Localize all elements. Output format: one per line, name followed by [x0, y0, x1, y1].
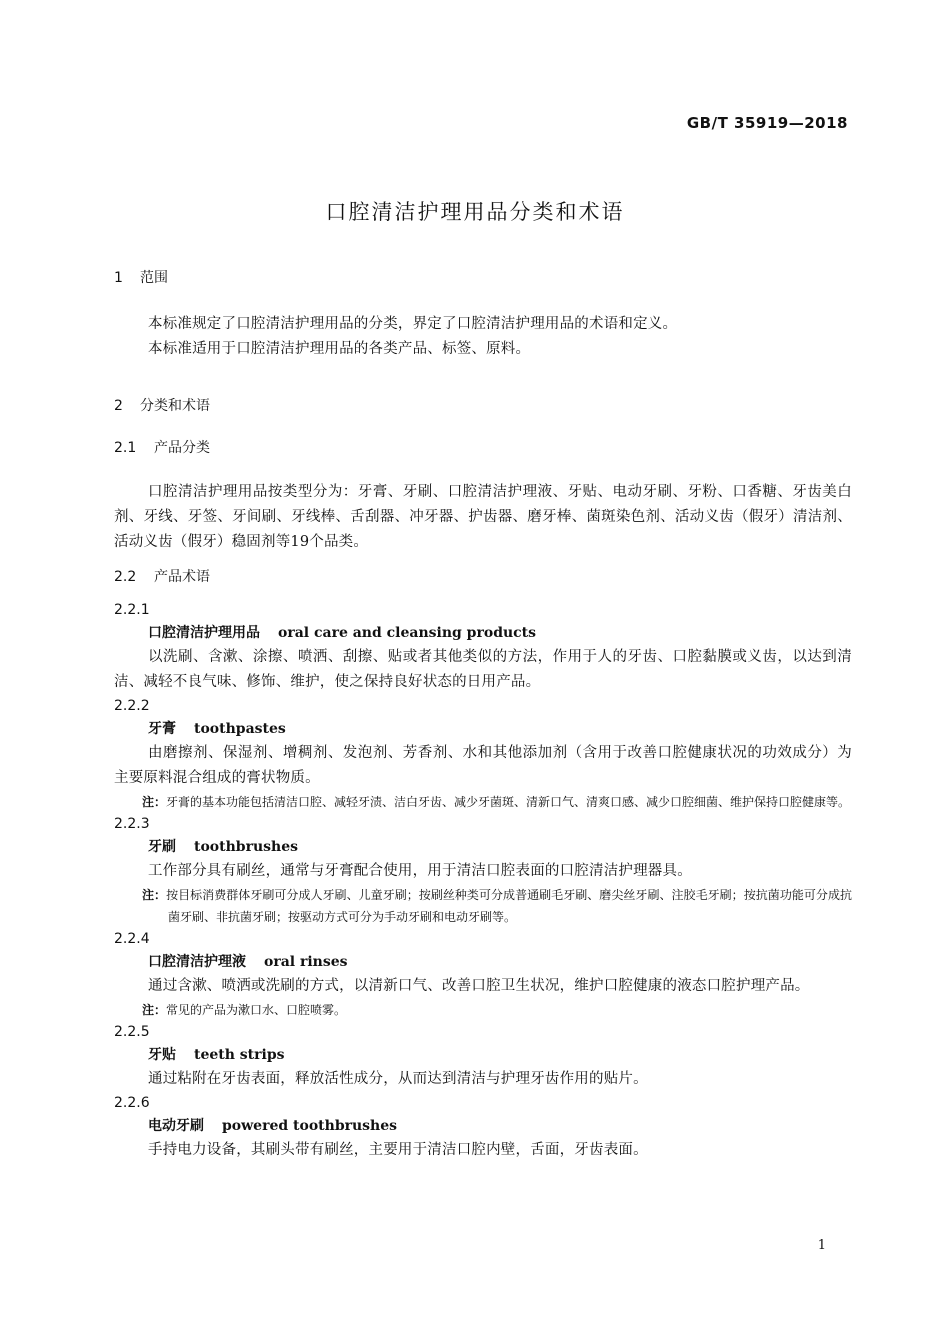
subsection-number: 2.2 [114, 569, 137, 585]
term-english: oral rinses [264, 954, 348, 970]
section-heading [114, 268, 852, 288]
term-chinese: 牙膏 [148, 721, 176, 737]
subsection-heading [114, 567, 852, 587]
term-definition: 通过粘附在牙齿表面，释放活性成分，从而达到清洁与护理牙齿作用的贴片。 [148, 1071, 648, 1087]
term-number: 2.2.3 [114, 816, 150, 832]
term-number: 2.2.4 [114, 931, 150, 947]
section-heading [114, 396, 852, 416]
note-text: 按目标消费群体牙刷可分成人牙刷、儿童牙刷；按刷丝种类可分成普通刷毛牙刷、磨尖丝牙刷、注胶毛牙刷；按抗菌功能可分成抗菌牙刷、非抗菌牙刷；按驱动方式可分为手动牙刷和电动牙刷等。 [166, 888, 852, 924]
term-definition: 通过含漱、喷洒或洗刷的方式，以清新口气、改善口腔卫生状况，维护口腔健康的液态口腔护理产品。 [148, 978, 810, 994]
document-body [114, 268, 852, 1163]
note-label: 注： [142, 795, 167, 809]
section-title: 范围 [140, 270, 168, 286]
term-english: toothbrushes [194, 839, 298, 855]
term-note [114, 791, 852, 813]
term-number: 2.2.5 [114, 1024, 150, 1040]
paragraph: 本标准规定了口腔清洁护理用品的分类，界定了口腔清洁护理用品的术语和定义。 [148, 316, 678, 332]
standard-code: GB/T 35919—2018 [686, 114, 848, 132]
term-heading [114, 950, 852, 974]
term-heading [114, 835, 852, 859]
section-number: 2 [114, 398, 123, 414]
term-definition: 由磨擦剂、保湿剂、增稠剂、发泡剂、芳香剂、水和其他添加剂（含用于改善口腔健康状况的功效成分）为主要原料混合组成的膏状物质。 [114, 745, 852, 786]
note-label: 注： [142, 888, 167, 902]
term-number: 2.2.2 [114, 698, 150, 714]
term-heading [114, 1114, 852, 1138]
term-chinese: 牙贴 [148, 1047, 176, 1063]
note-text: 常见的产品为漱口水、口腔喷雾。 [166, 1003, 347, 1017]
subsection-title: 产品术语 [154, 569, 210, 585]
subsection-heading [114, 438, 852, 458]
term-number: 2.2.1 [114, 602, 150, 618]
paragraph: 口腔清洁护理用品按类型分为：牙膏、牙刷、口腔清洁护理液、牙贴、电动牙刷、牙粉、口香糖、牙齿美白剂、牙线、牙签、牙间刷、牙线棒、舌刮器、冲牙器、护齿器、磨牙棒、菌斑染色剂、活动义齿（假牙）清洁剂、活动义齿（假牙）稳固剂等19个品类。 [114, 484, 852, 550]
term-english: toothpastes [194, 721, 286, 737]
term-definition: 工作部分具有刷丝，通常与牙膏配合使用，用于清洁口腔表面的口腔清洁护理器具。 [148, 863, 692, 879]
term-english: teeth strips [194, 1047, 285, 1063]
term-note [114, 884, 852, 928]
term-definition: 以洗刷、含漱、涂擦、喷洒、刮擦、贴或者其他类似的方法，作用于人的牙齿、口腔黏膜或义齿，以达到清洁、减轻不良气味、修饰、维护，使之保持良好状态的日用产品。 [114, 649, 852, 690]
paragraph: 本标准适用于口腔清洁护理用品的各类产品、标签、原料。 [148, 341, 531, 357]
page-number: 1 [817, 1238, 826, 1253]
subsection-number: 2.1 [114, 440, 137, 456]
document-title: 口腔清洁护理用品分类和术语 [325, 200, 625, 224]
term-chinese: 口腔清洁护理用品 [148, 625, 260, 641]
term-note [114, 999, 852, 1021]
term-english: oral care and cleansing products [278, 625, 537, 641]
term-definition: 手持电力设备，其刷头带有刷丝，主要用于清洁口腔内壁，舌面，牙齿表面。 [148, 1142, 648, 1158]
term-chinese: 口腔清洁护理液 [148, 954, 246, 970]
section-title: 分类和术语 [140, 398, 210, 414]
term-heading [114, 717, 852, 741]
term-chinese: 牙刷 [148, 839, 176, 855]
term-heading [114, 621, 852, 645]
term-number: 2.2.6 [114, 1095, 150, 1111]
subsection-title: 产品分类 [154, 440, 210, 456]
note-text: 牙膏的基本功能包括清洁口腔、减轻牙渍、洁白牙齿、减少牙菌斑、清新口气、清爽口感、减少口腔细菌、维护保持口腔健康等。 [166, 795, 851, 809]
term-heading [114, 1043, 852, 1067]
note-label: 注： [142, 1003, 167, 1017]
term-chinese: 电动牙刷 [148, 1118, 204, 1134]
term-english: powered toothbrushes [222, 1118, 398, 1134]
section-number: 1 [114, 270, 123, 286]
